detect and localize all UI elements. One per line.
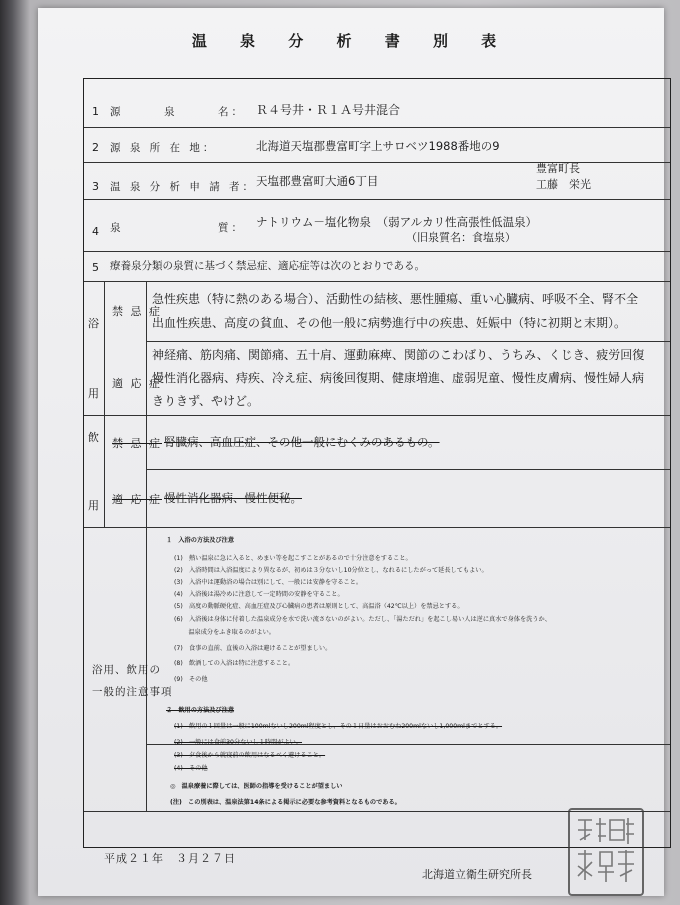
issuer: 北海道立衛生研究所長	[422, 868, 532, 881]
drink-indications-label: 適 応 症	[112, 493, 162, 506]
drink-contraindications-text: 腎臓病、高血圧症、その他一般にむくみのあるもの。	[164, 435, 440, 449]
bath-notes-heading: １ 入浴の方法及び注意	[166, 537, 235, 544]
field-label-location: 源 泉 所 在 地：	[110, 142, 217, 154]
bath-note: (9) その他	[174, 676, 208, 683]
applicant-title: 豊富町長	[536, 162, 580, 175]
bath-side-label-top: 浴	[88, 317, 99, 330]
row-number: 5	[92, 261, 99, 274]
notes-label-line-1: 浴用、飲用の	[92, 664, 161, 676]
official-seal-stamp	[568, 808, 644, 896]
drink-note: (2) 一般には食前30分ないし１時間がよい。	[174, 739, 303, 746]
bath-side-label-bottom: 用	[88, 387, 99, 400]
drink-note: (1) 飲用の１回量は一般に100mlないし200ml程度とし、その１日量はおおむね200mlないし1,000mlまでとする。	[174, 723, 503, 730]
field-label-applicant: 温 泉 分 析 申 請 者：	[110, 181, 257, 193]
bath-indications-line-3: きりきず、やけど。	[152, 394, 260, 408]
page-title: 温 泉 分 析 書 別 表	[191, 32, 511, 50]
bath-contraindications-line-1: 急性疾患（特に熱のある場合）、活動性の結核、悪性腫瘍、重い心臓病、呼吸不全、腎不全	[152, 292, 639, 306]
notes-label-line-2: 一般的注意事項	[92, 686, 173, 698]
seal-icon	[570, 810, 642, 894]
hot-spring-analysis-sheet	[38, 8, 664, 896]
bath-note: (7) 食事の直前、直後の入浴は避けることが望ましい。	[174, 645, 332, 652]
drink-side-label-top: 飲	[88, 431, 99, 444]
drink-side-label-bottom: 用	[88, 499, 99, 512]
analysis-table	[83, 78, 671, 848]
applicant-address: 天塩郡豊富町大通6丁目	[256, 174, 379, 188]
field-label-source-name: 源 泉 名：	[110, 106, 245, 118]
legal-reference-note: (注) この別表は、温泉法第14条による掲示に必要な参考資料となるものである。	[170, 799, 401, 806]
bath-note: (3) 入浴中は運動浴の場合は別にして、一般には安静を守ること。	[174, 579, 363, 586]
drink-indications-text: 慢性消化器病、慢性便秘。	[164, 491, 302, 505]
spring-quality-value: ナトリウム－塩化物泉 （弱アルカリ性高張性低温泉）	[256, 215, 538, 229]
bath-indications-label: 適 応 症	[112, 377, 162, 390]
bath-contraindications-line-2: 出血性疾患、高度の貧血、その他一般に病勢進行中の疾患、妊娠中（特に初期と末期）。	[152, 316, 627, 330]
doctor-guidance-note: ◎ 温泉療養に際しては、医師の指導を受けることが望ましい	[170, 783, 343, 790]
drink-notes-heading: ２ 飲用の方法及び注意	[166, 707, 235, 714]
drink-contraindications-label: 禁 忌 症	[112, 437, 162, 450]
row-number: 1	[92, 105, 99, 118]
field-label-spring-quality: 泉 質：	[110, 222, 245, 234]
row-number: 3	[92, 180, 99, 193]
section-5-intro: 療養泉分類の泉質に基づく禁忌症、適応症等は次のとおりである。	[110, 260, 425, 272]
bath-note: (1) 熱い温泉に急に入ると、めまい等を起こすことがあるので十分注意をすること。	[174, 555, 412, 562]
bath-indications-line-1: 神経痛、筋肉痛、関節痛、五十肩、運動麻痺、関節のこわばり、うちみ、くじき、疲労回復	[152, 348, 645, 362]
bath-note: (4) 入浴後は湯冷めに注意して一定時間の安静を守ること。	[174, 591, 344, 598]
location-value: 北海道天塩郡豊富町字上サロベツ1988番地の9	[256, 139, 500, 153]
bath-note: (8) 飲酒しての入浴は特に注意すること。	[174, 660, 295, 667]
row-number: 4	[92, 225, 99, 238]
bath-note: (5) 高度の動脈硬化症、高血圧症及び心臓病の患者は原則として、高温浴（42℃以上）を禁忌とする。	[174, 603, 464, 610]
bath-note: (6) 入浴後は身体に付着した温泉成分を水で洗い流さないのがよい。ただし、「湯ただれ」を起こし易い人は逆に真水で身体を洗うか、	[174, 616, 551, 623]
issue-date: 平成２１年 ３月２７日	[104, 852, 236, 865]
row-number: 2	[92, 141, 99, 154]
bath-indications-line-2: 慢性消化器病、痔疾、冷え症、病後回復期、健康増進、虚弱児童、慢性皮膚病、慢性婦人病	[152, 371, 645, 385]
bath-note: 温泉成分をふき取るのがよい。	[174, 629, 275, 636]
old-spring-name: （旧泉質名：食塩泉）	[406, 231, 516, 244]
bath-note: (2) 入浴時間は入浴温度により異なるが、初めは３分ないし10分位とし、なれるにしたがって延長してもよい。	[174, 567, 488, 574]
bath-contraindications-label: 禁 忌 症	[112, 305, 162, 318]
source-name-value: Ｒ４号井・Ｒ１Ａ号井混合	[256, 103, 401, 117]
drink-note: (4) その他	[174, 765, 208, 772]
applicant-name: 工藤 栄光	[536, 178, 591, 191]
drink-note: (3) 夕食後から就寝前の飲用はなるべく避けること。	[174, 752, 326, 759]
